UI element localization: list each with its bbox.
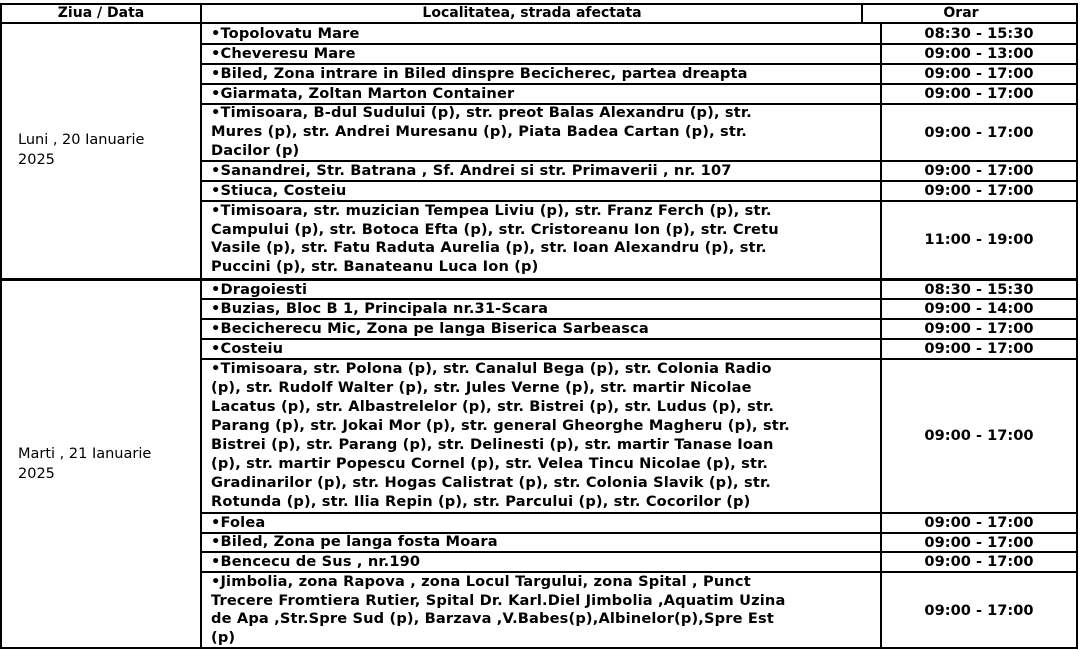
time-interval: 09:00 - 17:00 (924, 533, 1034, 551)
location-cell (202, 533, 880, 552)
location-cell (202, 320, 880, 339)
day-year-label: 2025 (18, 466, 55, 482)
location-text-line: •Jimbolia, zona Rapova , zona Locul Targului, zona Spital , Punct (211, 572, 751, 590)
location-text-line: (p), str. martir Popescu Cornel (p), str. Velea Tincu Nicolae (p), str. (211, 454, 769, 472)
location-text-line: •Folea (211, 513, 266, 531)
time-cell (882, 201, 1076, 278)
location-text-line: •Costeiu (211, 339, 284, 357)
location-text-line: •Cheveresu Mare (211, 44, 356, 62)
time-interval: 09:00 - 17:00 (924, 162, 1034, 179)
time-interval: 09:00 - 17:00 (924, 553, 1034, 570)
location-text-line: •Buzias, Bloc B 1, Principala nr.31-Scara (211, 299, 549, 317)
time-cell (882, 104, 1076, 161)
location-text-line: •Topolovatu Mare (211, 24, 360, 42)
location-cell (202, 553, 880, 572)
time-interval: 09:00 - 13:00 (924, 45, 1034, 62)
time-cell (882, 24, 1076, 44)
location-text-line: de Apa ,Str.Spre Sud (p), Barzava ,V.Babes(p),Albinelor(p),Spre Est (211, 610, 774, 628)
time-interval: 09:00 - 17:00 (924, 514, 1034, 531)
time-cell (882, 299, 1076, 319)
location-cell (202, 300, 880, 319)
location-text-line: Bistrei (p), str. Parang (p), str. Delinesti (p), str. martir Tanase Ioan (211, 435, 774, 453)
time-cell (882, 281, 1076, 299)
day-date-label: Marti , 21 Ianuarie (18, 446, 152, 462)
location-cell (202, 281, 880, 300)
header-split-line (861, 3, 863, 23)
time-cell (882, 161, 1076, 181)
time-cell (882, 44, 1076, 64)
header-location: Localitatea, strada afectata (422, 5, 642, 21)
time-interval: 09:00 - 17:00 (924, 320, 1034, 337)
location-text-line: Trecere Fromtiera Rutier, Spital Dr. Karl.Diel Jimbolia ,Aquatim Uzina (211, 591, 786, 609)
location-text-line: •Sanandrei, Str. Batrana , Sf. Andrei si str. Primaverii , nr. 107 (211, 161, 732, 179)
location-cell (202, 162, 880, 181)
location-text-line: Rotunda (p), str. Ilia Repin (p), str. Parcului (p), str. Cocorilor (p) (211, 492, 751, 510)
time-interval: 11:00 - 19:00 (924, 230, 1034, 248)
time-interval: 09:00 - 17:00 (924, 427, 1034, 444)
location-text-line: •Biled, Zona pe langa fosta Moara (211, 533, 498, 551)
day-date-cell (2, 280, 200, 648)
location-text-line: •Giarmata, Zoltan Marton Container (211, 84, 515, 102)
location-text-line: (p), str. Rudolf Walter (p), str. Jules Verne (p), str. martir Nicolae (211, 379, 752, 397)
time-cell (882, 552, 1076, 572)
time-cell (882, 64, 1076, 84)
location-cell (202, 202, 880, 278)
location-text-line: Puccini (p), str. Banateanu Luca Ion (p) (211, 258, 539, 276)
time-cell (882, 339, 1076, 359)
location-cell (202, 182, 880, 201)
location-text-line: •Becicherecu Mic, Zona pe langa Biserica Sarbeasca (211, 319, 649, 337)
location-text-line: •Timisoara, str. Polona (p), str. Canalul Bega (p), str. Colonia Radio (211, 360, 772, 378)
location-cell (202, 340, 880, 359)
time-cell (882, 572, 1076, 649)
location-text-line: •Timisoara, str. muzician Tempea Liviu (p), str. Franz Ferch (p), str. (211, 201, 772, 219)
location-text-line: •Bencecu de Sus , nr.190 (211, 552, 421, 570)
time-interval: 09:00 - 17:00 (924, 65, 1034, 82)
time-cell (882, 513, 1076, 533)
location-text-line: Mures (p), str. Andrei Muresanu (p), Piata Badea Cartan (p), str. (211, 123, 747, 141)
time-cell (882, 84, 1076, 104)
time-interval: 09:00 - 17:00 (924, 85, 1034, 102)
location-cell (202, 514, 880, 533)
location-cell (202, 85, 880, 104)
location-text-line: (p) (211, 629, 236, 647)
time-interval: 08:30 - 15:30 (924, 281, 1034, 298)
location-text-line: Dacilor (p) (211, 141, 300, 159)
location-text-line: Lacatus (p), str. Albastrelelor (p), str. Bistrei (p), str. Ludus (p), str. (211, 398, 775, 416)
location-cell (202, 25, 880, 44)
time-cell (882, 181, 1076, 201)
location-cell (202, 65, 880, 84)
time-interval: 09:00 - 14:00 (924, 300, 1034, 317)
time-cell (882, 533, 1076, 552)
header-schedule: Orar (943, 5, 979, 21)
location-cell (202, 45, 880, 64)
location-text-line: Gradinarilor (p), str. Hogas Calistrat (p), str. Colonia Slavik (p), str. (211, 473, 771, 491)
time-interval: 09:00 - 17:00 (924, 340, 1034, 357)
day-date-label: Luni , 20 Ianuarie (18, 132, 145, 148)
day-date-cell (2, 23, 200, 277)
day-year-label: 2025 (18, 152, 55, 168)
time-cell (882, 359, 1076, 513)
location-text-line: •Stiuca, Costeiu (211, 181, 347, 199)
time-interval: 08:30 - 15:30 (924, 25, 1034, 42)
location-cell (202, 104, 880, 161)
time-interval: 09:00 - 17:00 (924, 123, 1034, 141)
location-text-line: Parang (p), str. Jokai Mor (p), str. general Gheorghe Magheru (p), str. (211, 417, 790, 435)
time-cell (882, 319, 1076, 339)
location-text-line: •Dragoiesti (211, 281, 308, 298)
header-date: Ziua / Data (57, 5, 145, 21)
table-border-top (0, 3, 1078, 5)
location-text-line: Vasile (p), str. Fatu Raduta Aurelia (p), str. Ioan Alexandru (p), str. (211, 239, 767, 257)
location-cell (202, 360, 880, 511)
location-cell (202, 573, 880, 649)
location-text-line: •Timisoara, B-dul Sudului (p), str. preot Balas Alexandru (p), str. (211, 104, 752, 122)
location-text-line: •Biled, Zona intrare in Biled dinspre Becicherec, partea dreapta (211, 64, 748, 82)
location-text-line: Campului (p), str. Botoca Efta (p), str. Cristoreanu Ion (p), str. Cretu (211, 220, 779, 238)
time-interval: 09:00 - 17:00 (924, 601, 1034, 619)
time-interval: 09:00 - 17:00 (924, 182, 1034, 199)
